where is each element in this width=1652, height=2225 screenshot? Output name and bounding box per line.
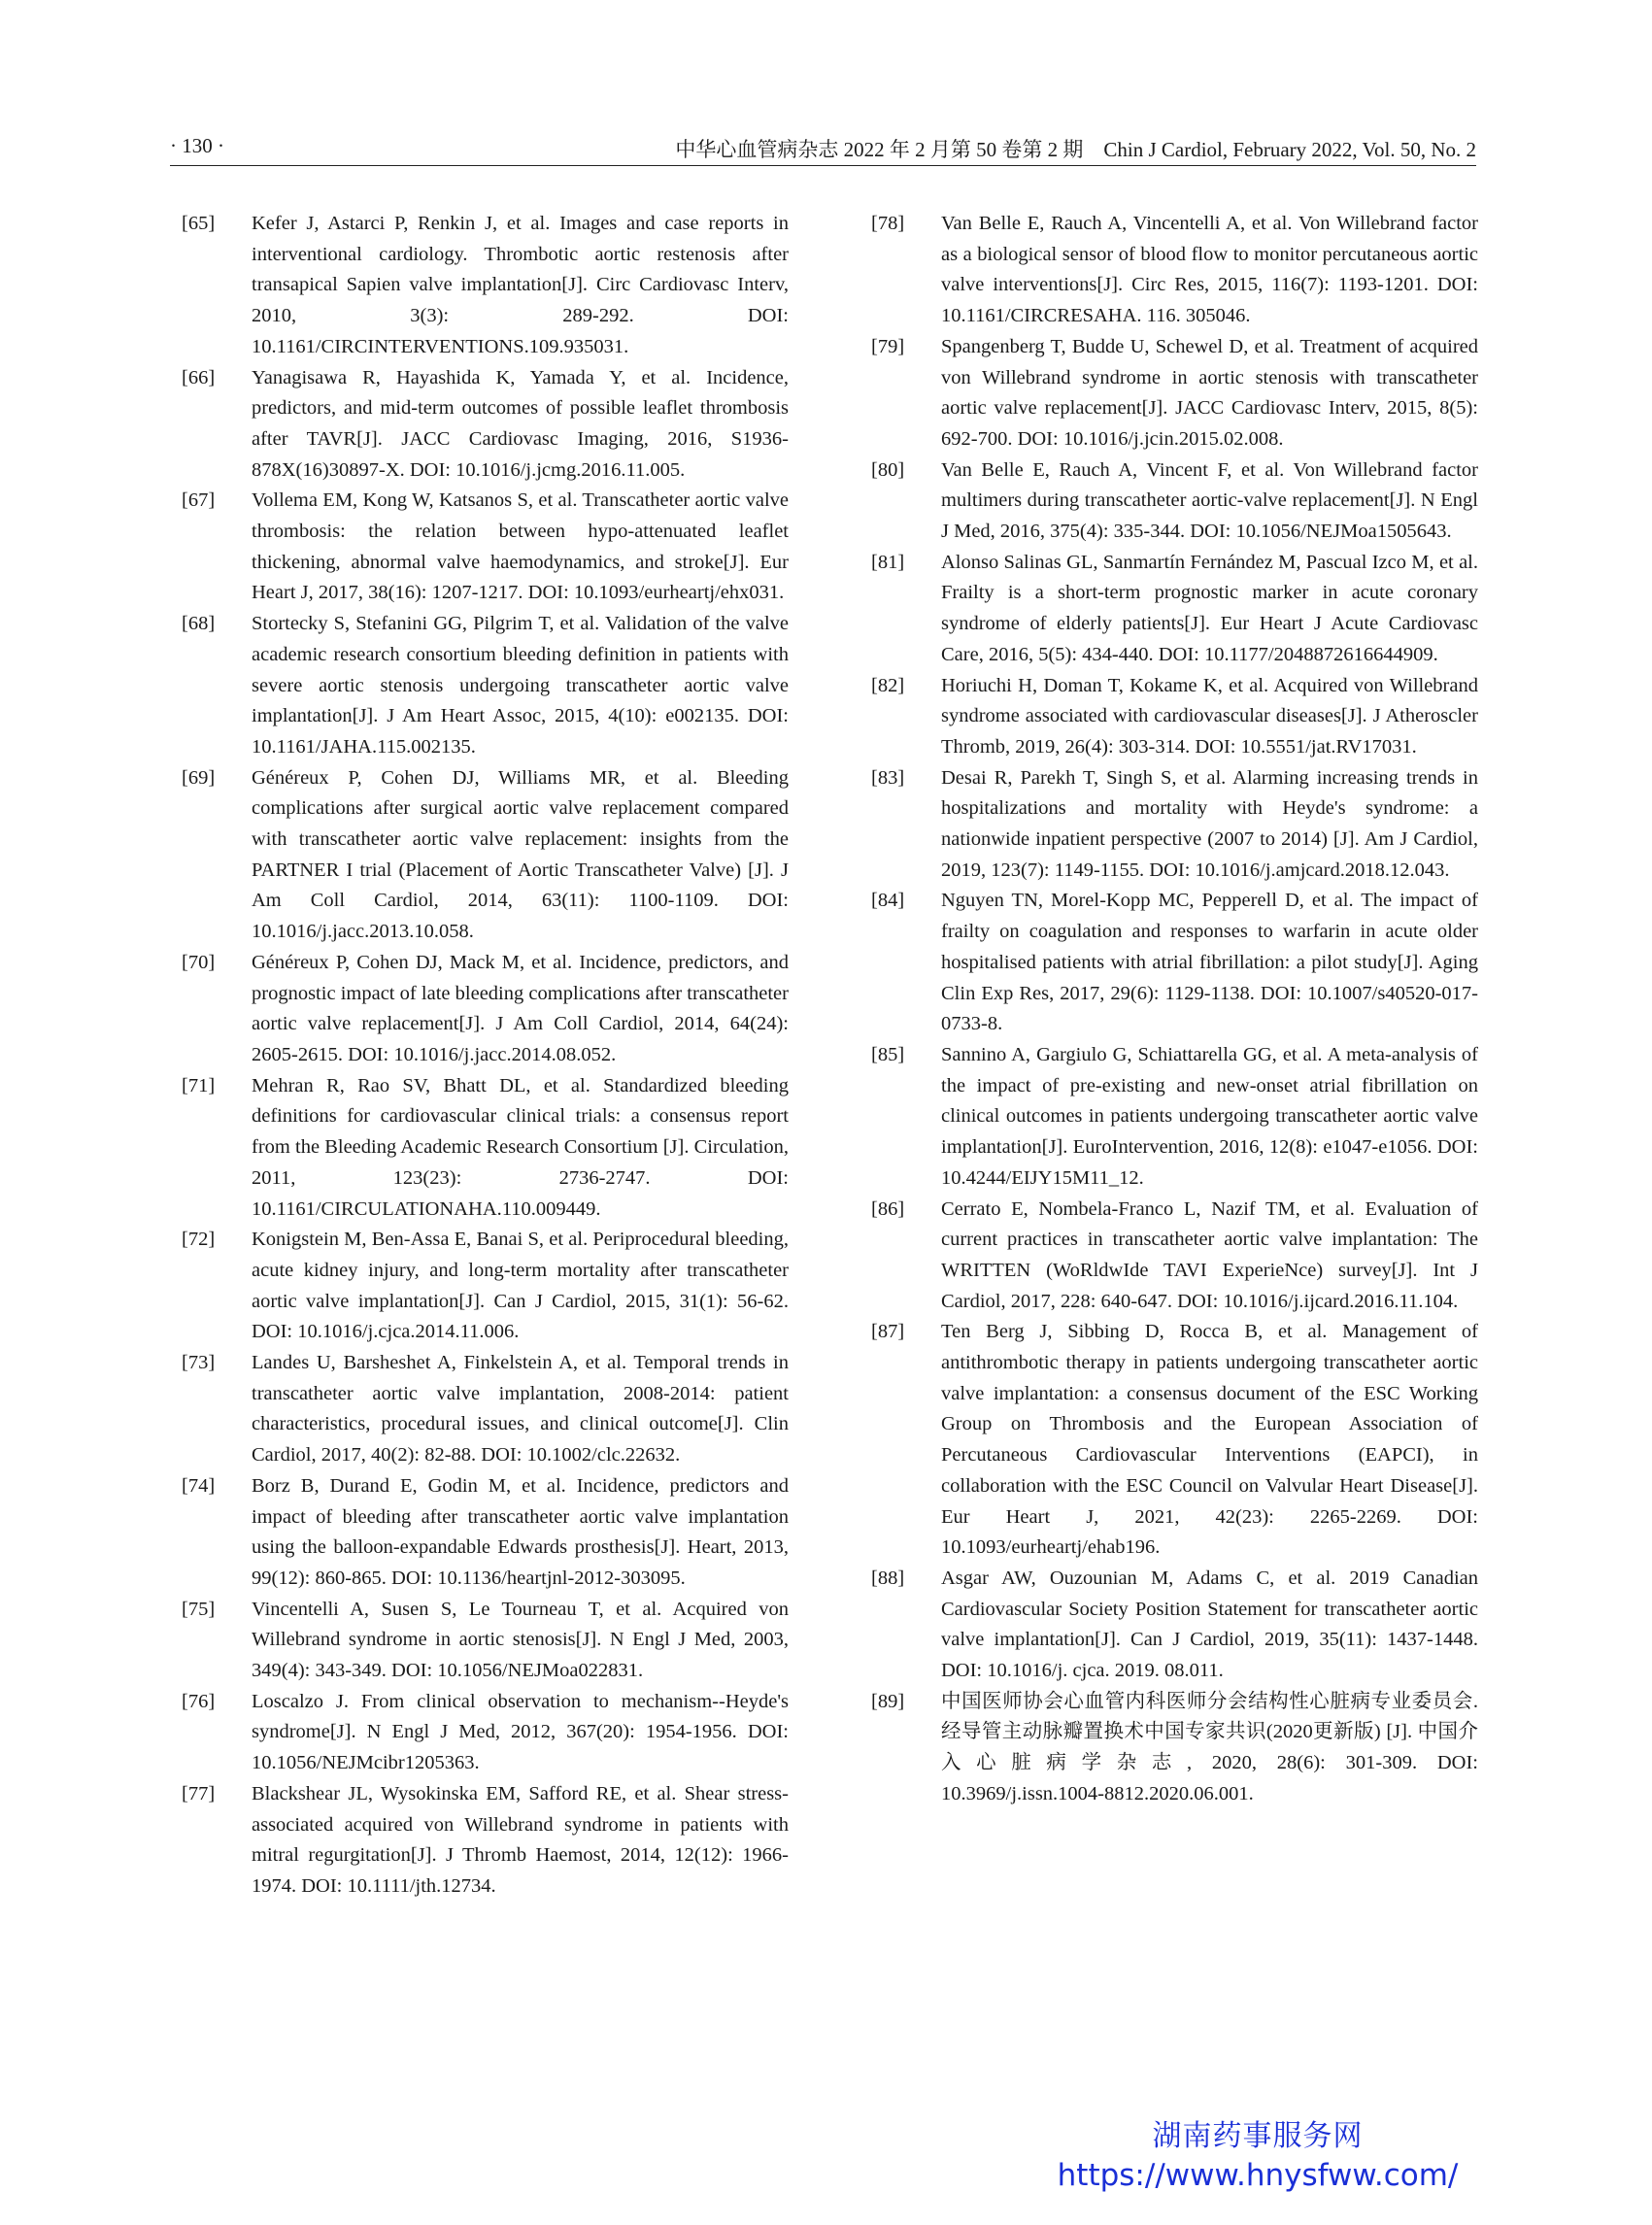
reference-text: Kefer J, Astarci P, Renkin J, et al. Images and case reports in interventional cardiology. Thrombotic aortic restenosis after transapical Sapien valve implantation[J]. Circ Cardiovasc Interv, 2010, 3(3): 289-292. DOI: 10.1161/CIRCINTERVENTIONS.109.935031.: [252, 213, 789, 357]
reference-item: [871, 1564, 1478, 1687]
reference-text: Van Belle E, Rauch A, Vincentelli A, et al. Von Willebrand factor as a biological sensor of blood flow to monitor percutaneous aortic valve interventions[J]. Circ Res, 2015, 116(7): 1193-1201. DOI: 10.1161/CIRCRESAHA. 116. 305046.: [941, 213, 1478, 327]
reference-text: Stortecky S, Stefanini GG, Pilgrim T, et al. Validation of the valve academic research consortium bleeding definition in patients with severe aortic stenosis undergoing transcatheter aortic valve implantation[J]. J Am Heart Assoc, 2015, 4(10): e002135. DOI: 10.1161/JAHA.115.002135.: [252, 613, 789, 758]
reference-number: [83]: [871, 766, 905, 789]
reference-text: Loscalzo J. From clinical observation to mechanism--Heyde's syndrome[J]. N Engl J Med, 2012, 367(20): 1954-1956. DOI: 10.1056/NEJMcibr1205363.: [252, 1690, 789, 1774]
reference-text: Généreux P, Cohen DJ, Mack M, et al. Incidence, predictors, and prognostic impact of late bleeding complications after transcatheter aortic valve replacement[J]. J Am Coll Cardiol, 2014, 64(24): 2605-2615. DOI: 10.1016/j.jacc.2014.08.052.: [252, 951, 789, 1065]
reference-item: [871, 886, 1478, 1040]
reference-item: [182, 209, 789, 363]
reference-item: [182, 363, 789, 487]
reference-number: [69]: [182, 766, 216, 789]
journal-citation: 中华心血管病杂志 2022 年 2 月第 50 卷第 2 期 Chin J Cardiol, February 2022, Vol. 50, No. 2: [675, 138, 1476, 161]
reference-number: [70]: [182, 951, 216, 973]
reference-item: [182, 948, 789, 1071]
reference-text: 中国医师协会心血管内科医师分会结构性心脏病专业委员会. 经导管主动脉瓣置换术中国专家共识(2020更新版) [J]. 中国介入心脏病学杂志, 2020, 28(6): 301-309. DOI: 10.3969/j.issn.1004-8812.2020.06.001.: [941, 1690, 1478, 1804]
reference-item: [182, 763, 789, 948]
reference-number: [76]: [182, 1690, 216, 1712]
reference-item: [871, 1040, 1478, 1195]
reference-number: [73]: [182, 1352, 216, 1374]
reference-text: Spangenberg T, Budde U, Schewel D, et al. Treatment of acquired von Willebrand syndrome in aortic stenosis with transcatheter aortic valve replacement[J]. JACC Cardiovasc Interv, 2015, 8(5): 692-700. DOI: 10.1016/j.jcin.2015.02.008.: [941, 335, 1478, 450]
reference-item: [182, 1348, 789, 1471]
reference-number: [84]: [871, 890, 905, 912]
reference-text: Généreux P, Cohen DJ, Williams MR, et al. Bleeding complications after surgical aortic valve replacement compared with transcatheter aortic valve replacement: insights from the PARTNER I trial (Placement of Aortic Transcatheter Valve) [J]. J Am Coll Cardiol, 2014, 63(11): 1100-1109. DOI: 10.1016/j.jacc.2013.10.058.: [252, 766, 789, 943]
reference-number: [75]: [182, 1598, 216, 1620]
reference-item: [182, 1471, 789, 1595]
reference-text: Konigstein M, Ben-Assa E, Banai S, et al. Periprocedural bleeding, acute kidney injury, and long-term mortality after transcatheter aortic valve implantation[J]. Can J Cardiol, 2015, 31(1): 56-62. DOI: 10.1016/j.cjca.2014.11.006.: [252, 1229, 789, 1343]
reference-item: [871, 671, 1478, 763]
reference-item: [871, 332, 1478, 455]
reference-item: [182, 1687, 789, 1779]
reference-number: [85]: [871, 1043, 905, 1065]
reference-text: Borz B, Durand E, Godin M, et al. Incidence, predictors and impact of bleeding after transcatheter aortic valve implantation using the balloon-expandable Edwards prosthesis[J]. Heart, 2013, 99(12): 860-865. DOI: 10.1136/heartjnl-2012-303095.: [252, 1474, 789, 1589]
reference-item: [182, 486, 789, 609]
reference-item: [182, 1071, 789, 1226]
reference-number: [82]: [871, 674, 905, 696]
reference-text: Sannino A, Gargiulo G, Schiattarella GG, et al. A meta-analysis of the impact of pre-existing and new-onset atrial fibrillation on clinical outcomes in patients undergoing transcatheter aortic valve implantation[J]. EuroIntervention, 2016, 12(8): e1047-e1056. DOI: 10.4244/EIJY15M11_12.: [941, 1043, 1478, 1189]
reference-text: Blackshear JL, Wysokinska EM, Safford RE, et al. Shear stress-associated acquired von Willebrand syndrome in patients with mitral regurgitation[J]. J Thromb Haemost, 2014, 12(12): 1966-1974. DOI: 10.1111/jth.12734.: [252, 1782, 789, 1897]
reference-number: [88]: [871, 1567, 905, 1589]
reference-text: Ten Berg J, Sibbing D, Rocca B, et al. Management of antithrombotic therapy in patients undergoing transcatheter aortic valve implantation: a consensus document of the ESC Working Group on Thrombosis and the European Association of Percutaneous Cardiovascular Interventions (EAPCI), in collaboration with the ESC Council on Valvular Heart Disease[J]. Eur Heart J, 2021, 42(23): 2265-2269. DOI: 10.1093/eurheartj/ehab196.: [941, 1321, 1478, 1559]
reference-number: [79]: [871, 335, 905, 357]
references-right-column: [871, 209, 1478, 1810]
reference-number: [65]: [182, 213, 216, 234]
reference-number: [71]: [182, 1074, 216, 1096]
reference-text: Desai R, Parekh T, Singh S, et al. Alarming increasing trends in hospitalizations and mortality with Heyde's syndrome: a nationwide inpatient perspective (2007 to 2014) [J]. Am J Cardiol, 2019, 123(7): 1149-1155. DOI: 10.1016/j.amjcard.2018.12.043.: [941, 766, 1478, 881]
reference-text: Alonso Salinas GL, Sanmartín Fernández M, Pascual Izco M, et al. Frailty is a short-term prognostic marker in acute coronary syndrome of elderly patients[J]. Eur Heart J Acute Cardiovasc Care, 2016, 5(5): 434-440. DOI: 10.1177/2048872616644909.: [941, 551, 1478, 665]
page-number: · 130 ·: [170, 134, 224, 157]
reference-number: [89]: [871, 1690, 905, 1712]
reference-text: Nguyen TN, Morel-Kopp MC, Pepperell D, et al. The impact of frailty on coagulation and responses to warfarin in acute older hospitalised patients with atrial fibrillation: a pilot study[J]. Aging Clin Exp Res, 2017, 29(6): 1129-1138. DOI: 10.1007/s40520-017-0733-8.: [941, 890, 1478, 1035]
reference-text: Yanagisawa R, Hayashida K, Yamada Y, et al. Incidence, predictors, and mid-term outcomes of possible leaflet thrombosis after TAVR[J]. JACC Cardiovasc Imaging, 2016, S1936-878X(16)30897-X. DOI: 10.1016/j.jcmg.2016.11.005.: [252, 366, 789, 481]
reference-item: [871, 1687, 1478, 1810]
reference-text: Horiuchi H, Doman T, Kokame K, et al. Acquired von Willebrand syndrome associated with cardiovascular diseases[J]. J Atheroscler Thromb, 2019, 26(4): 303-314. DOI: 10.5551/jat.RV17031.: [941, 674, 1478, 758]
reference-text: Mehran R, Rao SV, Bhatt DL, et al. Standardized bleeding definitions for cardiovascular clinical trials: a consensus report from the Bleeding Academic Research Consortium [J]. Circulation, 2011, 123(23): 2736-2747. DOI: 10.1161/CIRCULATIONAHA.110.009449.: [252, 1074, 789, 1220]
reference-number: [67]: [182, 489, 216, 512]
reference-number: [80]: [871, 458, 905, 481]
reference-item: [182, 609, 789, 763]
reference-item: [871, 455, 1478, 548]
reference-number: [72]: [182, 1229, 216, 1251]
reference-item: [871, 763, 1478, 887]
reference-number: [87]: [871, 1321, 905, 1343]
reference-item: [871, 209, 1478, 332]
reference-number: [81]: [871, 551, 905, 573]
reference-text: Landes U, Barsheshet A, Finkelstein A, et al. Temporal trends in transcatheter aortic valve implantation, 2008-2014: patient characteristics, procedural issues, and clinical outcome[J]. Clin Cardiol, 2017, 40(2): 82-88. DOI: 10.1002/clc.22632.: [252, 1352, 789, 1466]
reference-item: [871, 1195, 1478, 1318]
reference-text: Vincentelli A, Susen S, Le Tourneau T, et al. Acquired von Willebrand syndrome in aortic stenosis[J]. N Engl J Med, 2003, 349(4): 343-349. DOI: 10.1056/NEJMoa022831.: [252, 1598, 789, 1682]
reference-item: [871, 1317, 1478, 1564]
reference-text: Cerrato E, Nombela-Franco L, Nazif TM, et al. Evaluation of current practices in transcatheter aortic valve implantation: The WRITTEN (WoRldwIde TAVI ExperieNce) survey[J]. Int J Cardiol, 2017, 228: 640-647. DOI: 10.1016/j.ijcard.2016.11.104.: [941, 1197, 1478, 1312]
reference-item: [182, 1225, 789, 1348]
reference-number: [68]: [182, 613, 216, 635]
reference-text: Van Belle E, Rauch A, Vincent F, et al. Von Willebrand factor multimers during transcatheter aortic-valve replacement[J]. N Engl J Med, 2016, 375(4): 335-344. DOI: 10.1056/NEJMoa1505643.: [941, 458, 1478, 543]
reference-item: [871, 548, 1478, 671]
reference-item: [182, 1779, 789, 1903]
watermark-url-link[interactable]: https://www.hnysfww.com/: [1057, 2158, 1459, 2193]
reference-item: [182, 1595, 789, 1687]
running-header: [170, 130, 1476, 166]
watermark-site-name: 湖南药事服务网: [1152, 2119, 1364, 2153]
reference-number: [78]: [871, 213, 905, 234]
reference-number: [66]: [182, 366, 216, 388]
reference-text: Vollema EM, Kong W, Katsanos S, et al. Transcatheter aortic valve thrombosis: the relation between hypo-attenuated leaflet thickening, abnormal valve haemodynamics, and stroke[J]. Eur Heart J, 2017, 38(16): 1207-1217. DOI: 10.1093/eurheartj/ehx031.: [252, 489, 789, 604]
reference-number: [86]: [871, 1197, 905, 1220]
reference-number: [77]: [182, 1782, 216, 1804]
references-left-column: [182, 209, 789, 1903]
reference-text: Asgar AW, Ouzounian M, Adams C, et al. 2019 Canadian Cardiovascular Society Position Statement for transcatheter aortic valve implantation[J]. Can J Cardiol, 2019, 35(11): 1437-1448. DOI: 10.1016/j. cjca. 2019. 08.011.: [941, 1567, 1478, 1682]
reference-number: [74]: [182, 1474, 216, 1497]
site-watermark[interactable]: [1039, 2117, 1476, 2195]
